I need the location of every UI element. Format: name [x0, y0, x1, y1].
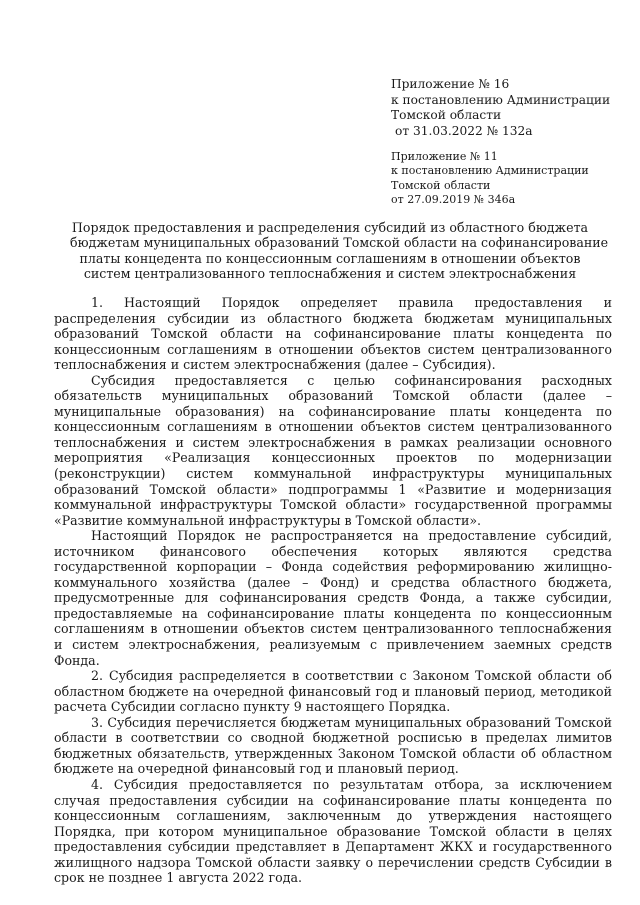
title-line: платы концедента по концессионным соглашениям в отношении объектов	[79, 250, 581, 266]
appendix-resolution: к постановлению Администрации	[391, 92, 611, 107]
previous-appendix-resolution: к постановлению Администрации	[391, 164, 589, 178]
paragraph-4: 2. Субсидия распределяется в соответствии с Законом Томской области об областном бюджете на очередной финансовый год и плановый период, методикой расчета Субсидии согласно пункту 9 настоящего Порядка.	[54, 668, 612, 715]
title-line: Порядок предоставления и распределения субсидий из областного бюджета	[71, 220, 589, 235]
appendix-header	[391, 77, 610, 139]
appendix-region: Томской области	[391, 108, 502, 123]
paragraph-5: 3. Субсидия перечисляется бюджетам муниципальных образований Томской области в соответствии со сводной бюджетной росписью в пределах лимитов бюджетных обязательств, утвержденных Законом Томской области об областном бюджете на очередной финансовый год и плановый период.	[54, 714, 612, 777]
document-body	[54, 295, 612, 886]
previous-appendix-date: от 27.09.2019 № 346а	[391, 192, 516, 206]
paragraph-1: 1. Настоящий Порядок определяет правила предоставления и распределения субсидии из областного бюджета бюджетам муниципальных образований Томской области на софинансирование платы концедента по концессионным соглашениям в отношении объектов систем централизованного теплоснабжения и систем электроснабжения (далее – Субсидия).	[54, 295, 612, 373]
title-line: систем централизованного теплоснабжения и систем электроснабжения	[83, 266, 577, 282]
previous-appendix-number: Приложение № 11	[391, 150, 498, 163]
appendix-date: от 31.03.2022 № 132а	[395, 123, 533, 138]
document-title	[70, 220, 609, 282]
previous-appendix-region: Томской области	[391, 178, 491, 192]
paragraph-3: Настоящий Порядок не распространяется на предоставление субсидий, источником финансового обеспечения которых являются средства государственной корпорации – Фонда содействия реформированию жилищно-коммунального хозяйства (далее – Фонд) и средства областного бюджета, предусмотренные для софинансирования средств Фонда, а также субсидии, предоставляемые на софинансирование платы концедента по концессионным соглашениям в отношении объектов систем централизованного теплоснабжения и систем электроснабжения, реализуемым с привлечением заемных средств Фонда.	[54, 528, 612, 668]
previous-appendix-header	[391, 150, 589, 207]
appendix-number: Приложение № 16	[391, 77, 510, 91]
paragraph-6: 4. Субсидия предоставляется по результатам отбора, за исключением случая предоставления субсидии на софинансирование платы концедента по концессионным соглашениям, заключенным до утверждения настоящего Порядка, при котором муниципальное образование Томской области в целях предоставления субсидии представляет в Департамент ЖКХ и государственного жилищного надзора Томской области заявку о перечислении средств Субсидии в срок не позднее 1 августа 2022 года.	[54, 776, 612, 886]
title-line: бюджетам муниципальных образований Томской области на софинансирование	[70, 235, 609, 251]
paragraph-2: Субсидия предоставляется с целью софинансирования расходных обязательств муниципальных образований Томской области (далее – муниципальные образования) на софинансирование платы концедента по концессионным соглашениям в отношении объектов систем централизованного теплоснабжения и систем электроснабжения в рамках реализации основного мероприятия «Реализация концессионных проектов по модернизации (реконструкции) систем коммунальной инфраструктуры муниципальных образований Томской области» подпрограммы 1 «Развитие и модернизация коммунальной инфраструктуры Томской области» государственной программы «Развитие коммунальной инфраструктуры в Томской области».	[54, 372, 612, 528]
